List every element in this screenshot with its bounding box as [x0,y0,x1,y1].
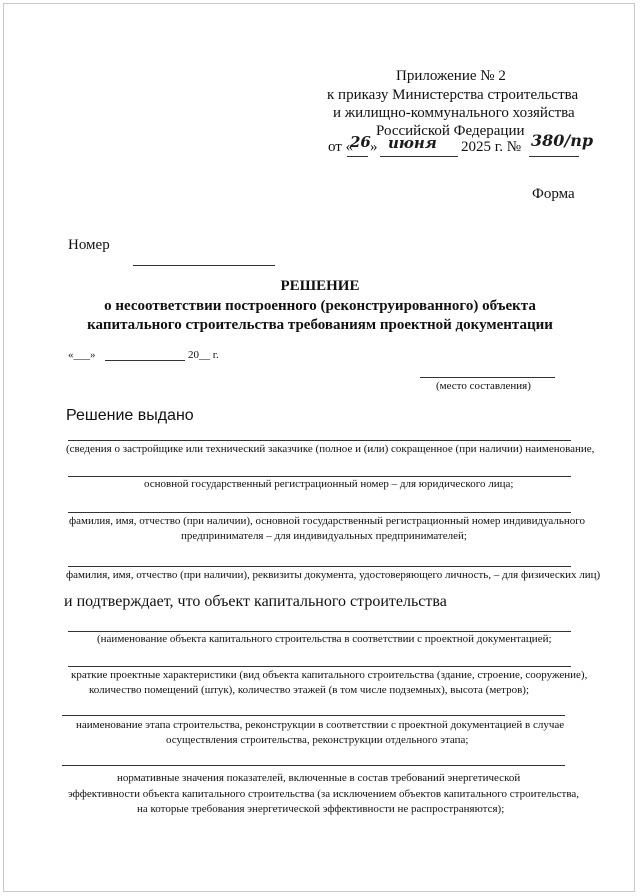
date-quote-close: » [370,139,378,155]
caption-object-name: (наименование объекта капитального строительства в соответствии с проектной документацией; [97,633,552,645]
caption-developer: (сведения о застройщике или технический заказчике (полное и (или) сокращенное (при наличии) наименование, [66,443,595,455]
date-day-field: «___» [68,349,96,361]
appendix-ministry-line: и жилищно-коммунального хозяйства [333,105,575,121]
caption-energy-3: на которые требования энергетической эффективности не распространяются); [137,803,505,815]
ogrn-underline [68,476,571,477]
characteristics-underline [68,666,571,667]
energy-underline [62,765,565,766]
handwritten-order-number: 380/пр [531,131,594,150]
appendix-order-line: к приказу Министерства строительства [327,87,579,103]
appendix-country-line: Российской Федерации [376,123,525,139]
handwritten-month: июня [388,134,437,152]
decision-subtitle-1: о несоответствии построенного (реконструированного) объекта [104,298,536,314]
person-underline [68,566,571,567]
place-caption: (место составления) [436,380,531,392]
developer-underline [68,440,571,441]
date-year-text: 2025 г. № [461,139,522,155]
form-label: Форма [532,186,575,202]
date-month-underline [105,360,185,361]
caption-entrepreneur-2: предпринимателя – для индивидуальных предпринимателей; [181,530,467,542]
confirms-label: и подтверждает, что объект капитального строительства [64,593,447,610]
caption-characteristics-1: краткие проектные характеристики (вид объекта капитального строительства (здание, строение, сооружение), [71,669,588,681]
caption-stage-2: осуществления строительства, реконструкции отдельного этапа; [166,734,469,746]
decision-title: РЕШЕНИЕ [280,278,360,294]
month-underline [380,156,458,157]
decision-subtitle-2: капитального строительства требованиям проектной документации [87,317,553,333]
day-underline [347,156,368,157]
number-underline [133,265,275,266]
entrepreneur-underline [68,512,571,513]
number-label: Номер [68,237,110,253]
caption-energy-1: нормативные значения показателей, включенные в состав требований энергетической [117,772,521,784]
object-name-underline [68,631,571,632]
issued-to-label: Решение выдано [66,407,194,424]
handwritten-day: 26 [350,133,371,151]
caption-entrepreneur-1: фамилия, имя, отчество (при наличии), основной государственный регистрационный номер индивидуального [69,515,586,527]
caption-energy-2: эффективности объекта капитального строительства (за исключением объектов капитального строительства, [68,788,580,800]
caption-stage-1: наименование этапа строительства, реконструкции в соответствии с проектной документацией в случае [76,719,565,731]
date-prefix: от « [328,139,354,155]
place-underline [420,377,555,378]
stage-underline [62,715,565,716]
order-number-underline [529,156,579,157]
caption-person: фамилия, имя, отчество (при наличии), реквизиты документа, удостоверяющего личность, – для физических лиц) [66,569,601,581]
caption-ogrn: основной государственный регистрационный номер – для юридического лица; [144,478,514,490]
appendix-title: Приложение № 2 [396,68,506,84]
date-year-field: 20__ г. [188,349,219,361]
caption-characteristics-2: количество помещений (штук), количество этажей (в том числе подземных), высота (метров); [89,684,530,696]
